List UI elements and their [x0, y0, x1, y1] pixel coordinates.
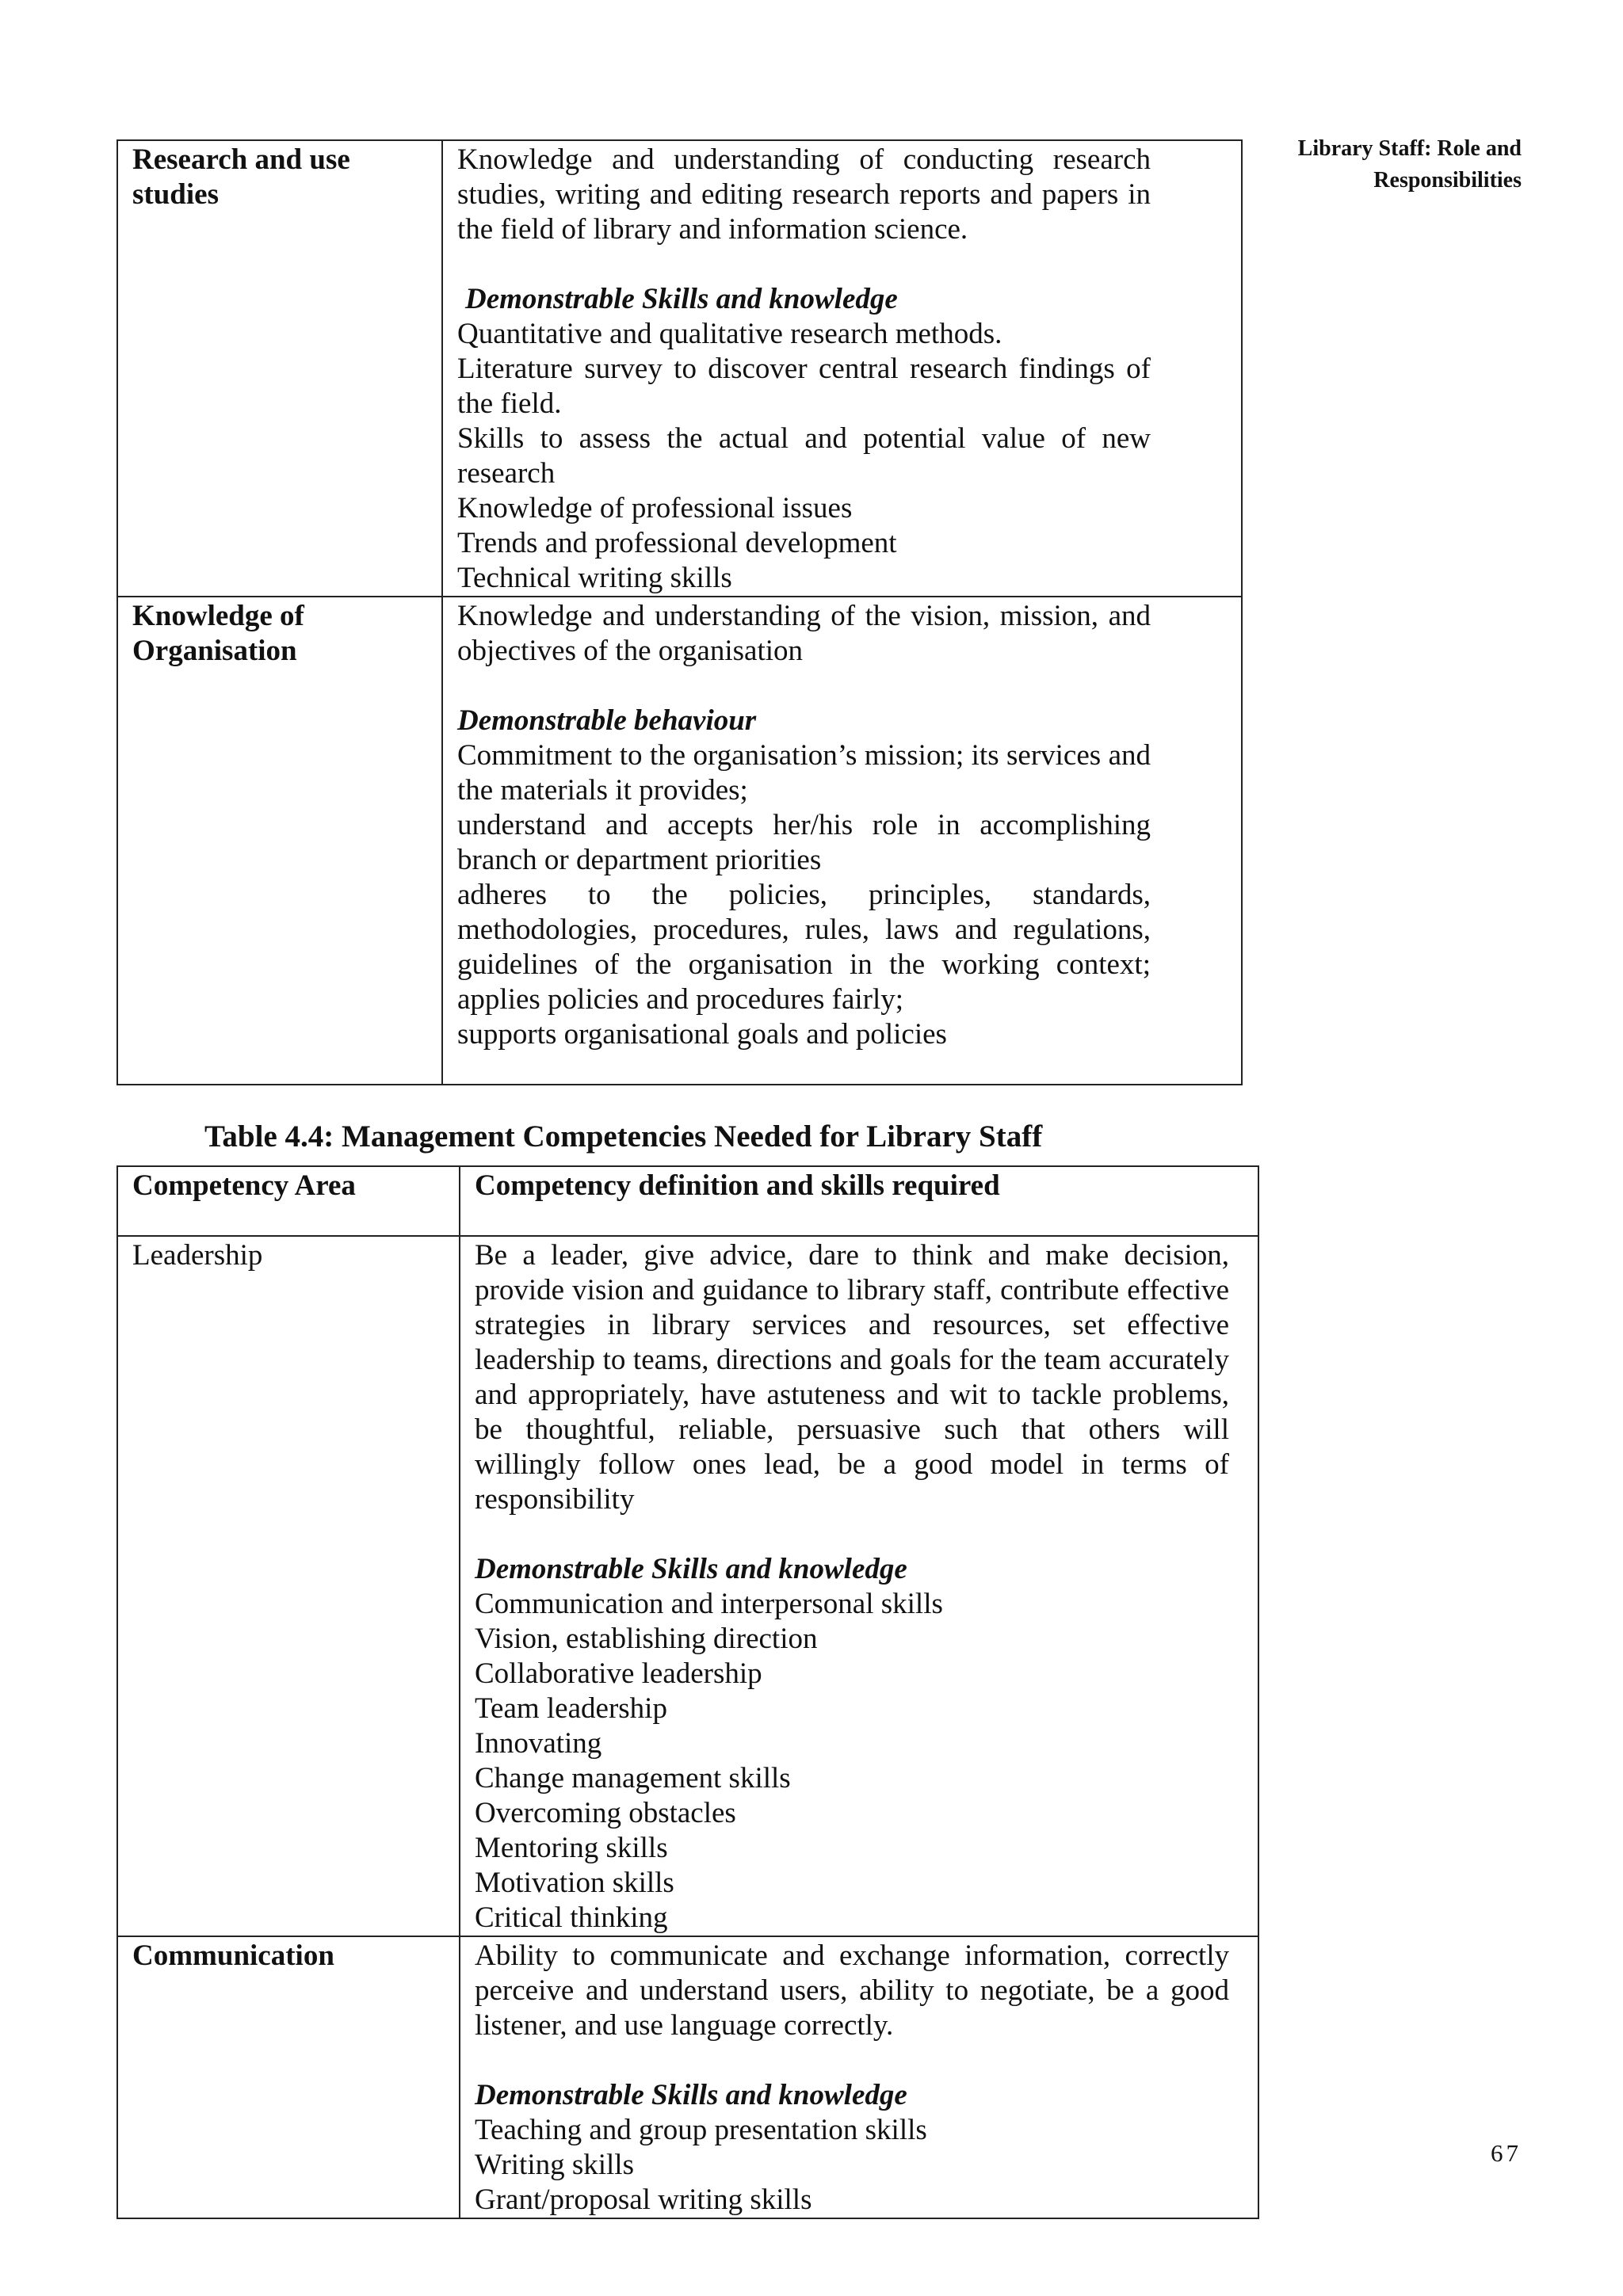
header-competency-area: [117, 1166, 460, 1236]
skills-subheading: Demonstrable Skills and knowledge: [475, 2079, 907, 2111]
skill-item: Collaborative leadership: [475, 1657, 762, 1690]
table-row: [117, 1936, 1258, 2218]
competency-area: Communication: [132, 1939, 334, 1972]
header-competency-area-label: Competency Area: [132, 1169, 356, 1202]
skill-item: Grant/proposal writing skills: [475, 2183, 812, 2216]
competency-area-cell: [117, 1936, 460, 2218]
header-competency-definition-label: Competency definition and skills required: [475, 1169, 1000, 1202]
running-header-line-2: Responsibilities: [1373, 168, 1522, 193]
behaviour-item: adheres to the policies, principles, standards, methodologies, procedures, rules, laws and regulations, guidelines of the organisation in the working context;: [457, 879, 1151, 981]
skill-item: Teaching and group presentation skills: [475, 2114, 927, 2146]
skill-item: Overcoming obstacles: [475, 1797, 736, 1829]
behaviour-item: understand and accepts her/his role in accomplishing branch or department priorities: [457, 809, 1151, 876]
skill-item: Knowledge of professional issues: [457, 492, 853, 524]
skill-item: Motivation skills: [475, 1867, 674, 1899]
competency-area-cell: [117, 140, 442, 597]
table-header-row: [117, 1166, 1258, 1236]
skill-item: Vision, establishing direction: [475, 1623, 818, 1655]
skill-item: Trends and professional development: [457, 527, 897, 559]
skill-item: Quantitative and qualitative research methods.: [457, 318, 1002, 350]
skill-item: Writing skills: [475, 2149, 634, 2181]
skills-subheading: Demonstrable Skills and knowledge: [475, 1553, 907, 1585]
skill-item: Technical writing skills: [457, 562, 732, 594]
skill-item: Critical thinking: [475, 1901, 668, 1934]
competency-definition-cell: [460, 1936, 1258, 2218]
competency-area: Leadership: [132, 1239, 263, 1272]
management-competencies-table: [116, 1165, 1259, 2219]
competency-definition: Be a leader, give advice, dare to think and make decision, provide vision and guidance to library staff, contribute effective strategies in library services and resources, set effective leadership to teams, directions and goals for the team accurately and appropriately, have astuteness and wit to tackle problems, be thoughtful, reliable, persuasive such that others will willingly follow ones lead, be a good model in terms of responsibility: [475, 1239, 1229, 1516]
table-row: [117, 140, 1242, 597]
competency-definition: Knowledge and understanding of conducting research studies, writing and editing research reports and papers in the field of library and information science.: [457, 143, 1151, 246]
skill-item: Skills to assess the actual and potential value of new research: [457, 422, 1151, 490]
competency-definition-cell: [442, 140, 1242, 597]
skill-item: Communication and interpersonal skills: [475, 1588, 943, 1620]
skill-item: Change management skills: [475, 1762, 791, 1794]
behaviour-item: Commitment to the organisation’s mission; its services and the materials it provides;: [457, 739, 1151, 807]
competency-area: Knowledge of Organisation: [132, 600, 304, 667]
running-header: [1220, 133, 1522, 196]
table-row: [117, 597, 1242, 1085]
table-caption: Table 4.4: Management Competencies Needed for Library Staff: [204, 1119, 1043, 1154]
competency-area-cell: [117, 597, 442, 1085]
competency-definition: Knowledge and understanding of the vision, mission, and objectives of the organisation: [457, 600, 1151, 667]
skills-subheading: Demonstrable Skills and knowledge: [465, 283, 898, 315]
page-number: 67: [1491, 2139, 1522, 2167]
behaviour-subheading: Demonstrable behaviour: [457, 704, 757, 737]
skill-item: Literature survey to discover central research findings of the field.: [457, 353, 1151, 420]
competency-definition-cell: [442, 597, 1242, 1085]
competency-table-continued: [116, 139, 1243, 1085]
competency-area: Research and use studies: [132, 143, 350, 211]
header-competency-definition: [460, 1166, 1258, 1236]
running-header-line-1: Library Staff: Role and: [1297, 136, 1522, 161]
competency-definition: Ability to communicate and exchange information, correctly perceive and understand users, ability to negotiate, be a good listener, and use language correctly.: [475, 1939, 1229, 2042]
behaviour-item: supports organisational goals and policies: [457, 1018, 947, 1051]
table-row: [117, 1236, 1258, 1936]
skill-item: Team leadership: [475, 1692, 667, 1725]
behaviour-item: applies policies and procedures fairly;: [457, 983, 904, 1016]
skill-item: Mentoring skills: [475, 1832, 668, 1864]
skill-item: Innovating: [475, 1727, 602, 1760]
competency-definition-cell: [460, 1236, 1258, 1936]
competency-area-cell: [117, 1236, 460, 1936]
